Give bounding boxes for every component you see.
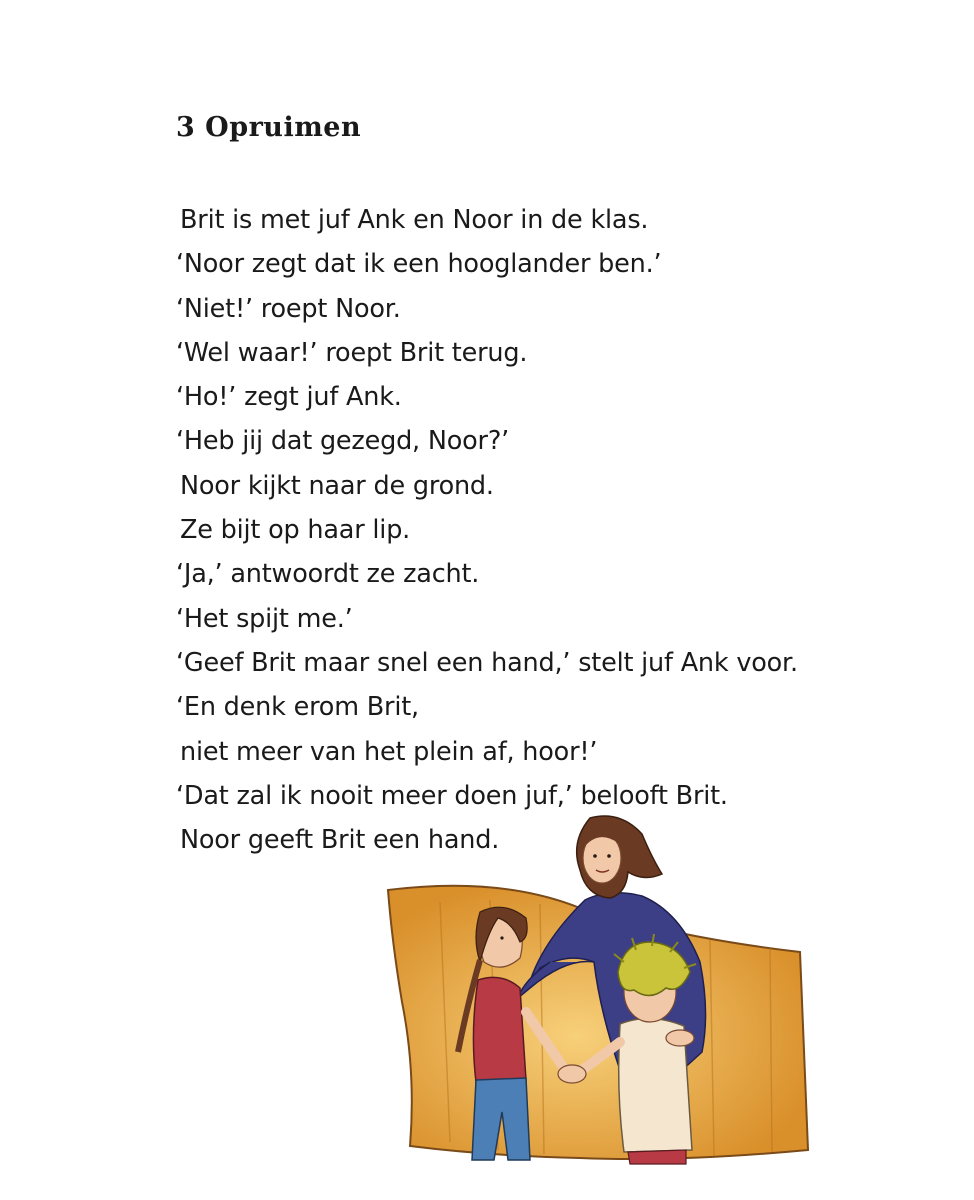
story-line: ‘Niet!’ roept Noor. — [176, 293, 401, 324]
story-line: ‘Dat zal ik nooit meer doen juf,’ belooft Brit. — [176, 780, 728, 811]
story-line: niet meer van het plein af, hoor!’ — [180, 736, 598, 767]
story-line: Brit is met juf Ank en Noor in de klas. — [180, 205, 649, 235]
story-line: ‘Het spijt me.’ — [176, 603, 353, 634]
story-line: ‘Noor zegt dat ik een hooglander ben.’ — [176, 249, 662, 280]
chapter-title: 3 Opruimen — [176, 112, 362, 143]
story-line: Noor kijkt naar de grond. — [180, 470, 494, 501]
story-line: ‘Ho!’ zegt juf Ank. — [176, 382, 402, 413]
story-text — [176, 198, 798, 862]
story-line: Ze bijt op haar lip. — [180, 515, 411, 546]
handshake — [558, 1065, 586, 1083]
story-line: ‘Ja,’ antwoordt ze zacht. — [176, 559, 480, 590]
story-line: ‘En denk erom Brit, — [176, 692, 419, 723]
story-line: ‘Heb jij dat gezegd, Noor?’ — [176, 426, 510, 457]
illustration — [380, 812, 820, 1172]
story-line: ‘Wel waar!’ roept Brit terug. — [176, 337, 528, 368]
story-line: Noor geeft Brit een hand. — [180, 825, 500, 856]
story-line: ‘Geef Brit maar snel een hand,’ stelt juf Ank voor. — [176, 647, 798, 678]
